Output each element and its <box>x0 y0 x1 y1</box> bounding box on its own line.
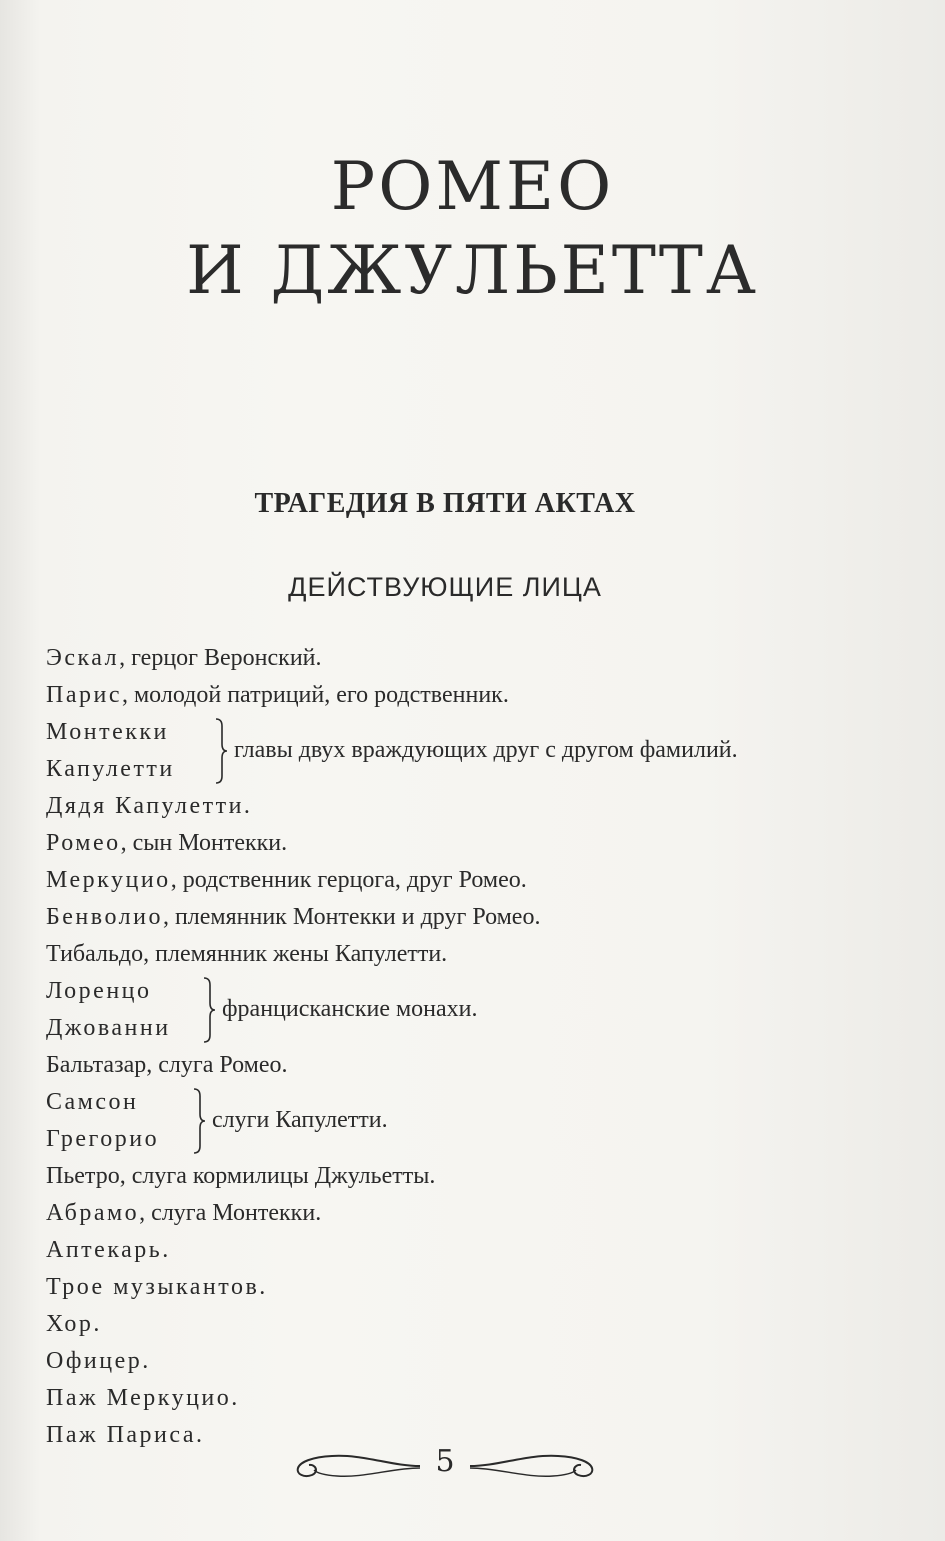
character-name: Парис <box>46 682 122 708</box>
character-desc: , герцог Веронский. <box>119 645 322 671</box>
cast-item <box>46 1380 886 1417</box>
character-desc: , слуга Монтекки. <box>139 1200 322 1226</box>
character-desc: , родственник герцога, друг Ромео. <box>170 867 527 893</box>
group-desc: францисканские монахи. <box>222 996 478 1022</box>
cast-group-heads <box>46 714 886 788</box>
ornament-right-icon <box>468 1446 598 1486</box>
character-name: Лоренцо <box>46 978 152 1004</box>
play-title-line-1: РОМЕО <box>330 148 615 225</box>
cast-item <box>46 1047 886 1084</box>
character-name: Бальтазар <box>46 1052 147 1078</box>
cast-item <box>46 1306 886 1343</box>
group-desc: слуги Капулетти. <box>212 1107 388 1133</box>
cast-item <box>46 1232 886 1269</box>
play-title-line-2: И ДЖУЛЬЕТТА <box>186 232 759 309</box>
character-name: Эскал <box>46 645 120 671</box>
character-desc: , молодой патриций, его родственник. <box>121 682 509 708</box>
cast-item <box>46 1343 886 1380</box>
character-name: Самсон <box>46 1089 139 1115</box>
cast-list <box>46 640 886 1454</box>
cast-group-servants <box>46 1084 886 1158</box>
cast-heading: ДЕЙСТВУЮЩИЕ ЛИЦА <box>288 572 602 602</box>
brace-icon <box>192 1088 206 1154</box>
character-name: Грегорио <box>46 1126 160 1152</box>
cast-item <box>46 1269 886 1306</box>
character-name: Тибальдо <box>46 941 144 967</box>
character-name: Меркуцио <box>46 867 171 893</box>
character-name: Паж Меркуцио. <box>46 1385 240 1411</box>
group-desc: главы двух враждующих друг с другом фамилий. <box>234 737 738 763</box>
character-name: Пьетро <box>46 1163 120 1189</box>
character-name: Аптекарь. <box>46 1237 171 1263</box>
page-footer <box>0 1440 945 1490</box>
cast-item <box>46 936 886 973</box>
character-name: Паж Париса. <box>46 1422 205 1448</box>
character-name: Офицер. <box>46 1348 151 1374</box>
character-name: Джованни <box>46 1015 171 1041</box>
character-name: Трое музыкантов. <box>46 1274 268 1300</box>
cast-item <box>46 1158 886 1195</box>
character-name: Абрамо <box>46 1200 140 1226</box>
character-name: Монтекки <box>46 719 169 745</box>
cast-item <box>46 788 886 825</box>
character-desc: , племянник жены Капулетти. <box>143 941 448 967</box>
play-subtitle: ТРАГЕДИЯ В ПЯТИ АКТАХ <box>254 488 636 519</box>
character-name: Хор. <box>46 1311 102 1337</box>
cast-item <box>46 825 886 862</box>
character-name: Ромео <box>46 830 121 856</box>
cast-item <box>46 640 886 677</box>
brace-icon <box>202 977 216 1043</box>
cast-group-monks <box>46 973 886 1047</box>
character-name: Дядя Капулетти. <box>46 793 253 819</box>
cast-item <box>46 899 886 936</box>
character-name: Бенволио <box>46 904 163 930</box>
cast-item <box>46 1195 886 1232</box>
cast-item <box>46 677 886 714</box>
character-desc: , сын Монтекки. <box>120 830 288 856</box>
character-desc: , слуга кормилицы Джульетты. <box>119 1163 436 1189</box>
page-number: 5 <box>435 1444 455 1479</box>
brace-icon <box>214 718 228 784</box>
character-desc: , слуга Ромео. <box>146 1052 288 1078</box>
character-desc: , племянник Монтекки и друг Ромео. <box>162 904 541 930</box>
character-name: Капулетти <box>46 756 175 782</box>
cast-item <box>46 862 886 899</box>
